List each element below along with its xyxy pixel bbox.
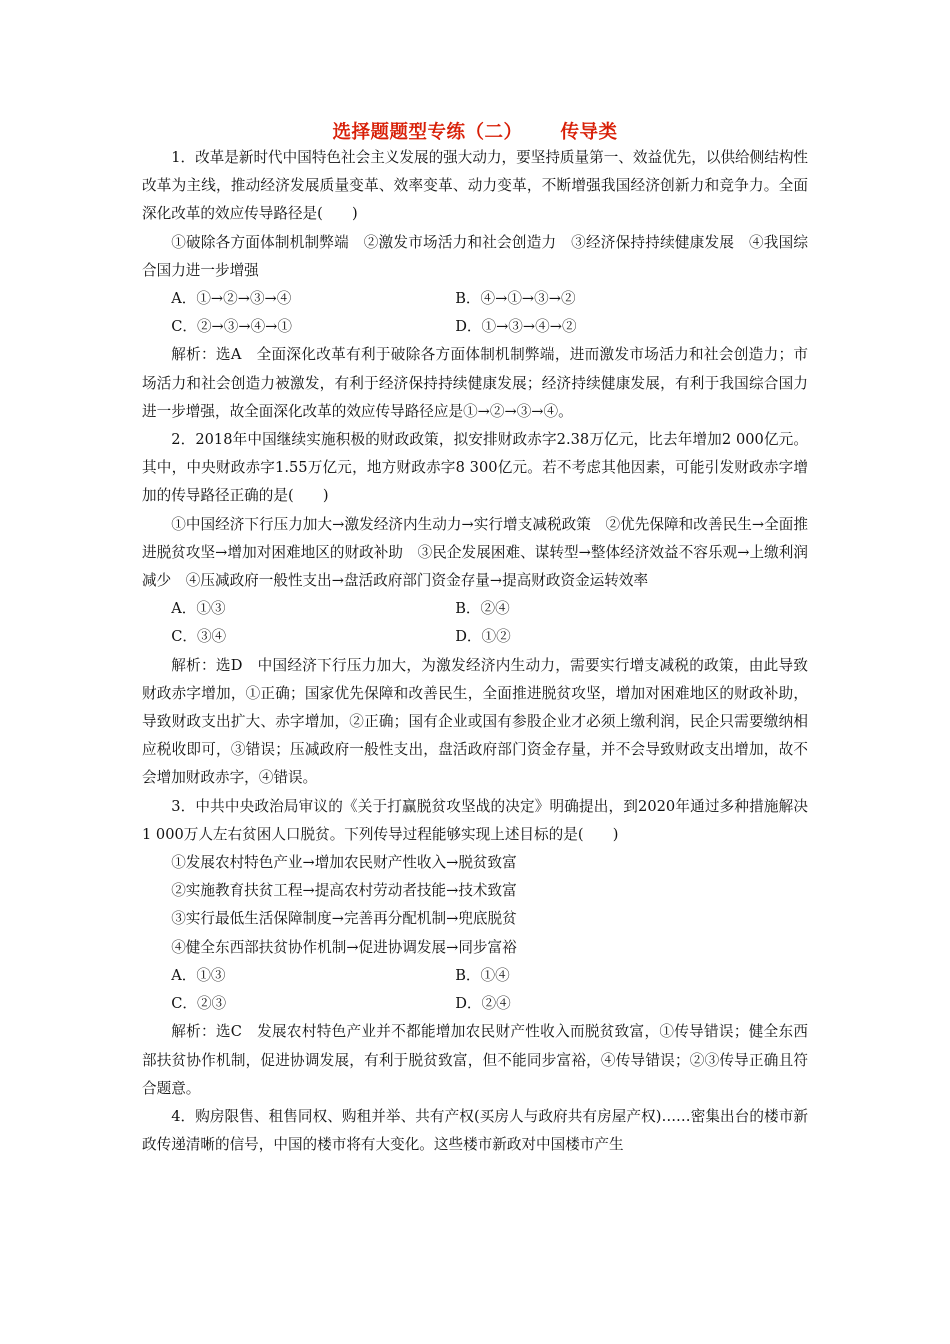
question-1-option-d: D．①→③→④→② [455,318,577,336]
question-3-item-4: ④健全东西部扶贫协作机制→促进协调发展→同步富裕 [171,938,517,956]
question-2-options-row-1 [142,595,808,623]
question-4-stem: 4．购房限售、租售同权、购租并举、共有产权(买房人与政府共有房屋产权)……密集出台的楼市新政传递清晰的信号，中国的楼市将有大变化。这些楼市新政对中国楼市产生 [142,1107,808,1154]
question-1-stem: 1．改革是新时代中国特色社会主义发展的强大动力，要坚持质量第一、效益优先，以供给侧结构性改革为主线，推动经济发展质量变革、效率变革、动力变革，不断增强我国经济创新力和竞争力。全面深化改革的效应传导路径是( ) [142,149,809,223]
question-1-options-row-2 [142,313,808,341]
question-2-items: ①中国经济下行压力加大→激发经济内生动力→实行增支减税政策 ②优先保障和改善民生→全面推进脱贫攻坚→增加对困难地区的财政补助 ③民企发展困难、谋转型→整体经济效益不容乐观→上缴利润减少 ④压减政府一般性支出→盘活政府部门资金存量→提高财政资金运转效率 [142,515,808,590]
question-3-analysis: 解析：选C 发展农村特色产业并不都能增加农民财产性收入而脱贫致富，①传导错误；健全东西部扶贫协作机制，促进协调发展，有利于脱贫致富，但不能同步富裕，④传导错误；②③传导正确且符合题意。 [142,1023,808,1097]
question-3-options-row-1 [142,962,808,990]
question-3-option-d: D．②④ [455,995,511,1013]
question-2-option-c: C．③④ [171,628,227,646]
question-3-option-b: B．①④ [455,966,510,984]
title-sub: 传导类 [560,122,618,143]
page-title [142,120,808,144]
question-3-item-1: ①发展农村特色产业→增加农民财产性收入→脱贫致富 [171,854,517,872]
question-3-option-c: C．②③ [171,995,227,1013]
question-1-option-c: C．②→③→④→① [171,318,293,336]
question-2-options-row-2 [142,623,808,651]
question-1-analysis: 解析：选A 全面深化改革有利于破除各方面体制机制弊端，进而激发市场活力和社会创造力；市场活力和社会创造力被激发，有利于经济保持持续健康发展；经济持续健康发展，有利于我国综合国力进一步增强，故全面深化改革的效应传导路径应是①→②→③→④。 [142,346,808,420]
question-2-analysis: 解析：选D 中国经济下行压力加大，为激发经济内生动力，需要实行增支减税的政策，由此导致财政赤字增加，①正确；国家优先保障和改善民生，全面推进脱贫攻坚，增加对困难地区的财政补助，导致财政支出扩大、赤字增加，②正确；国有企业或国有参股企业才必须上缴利润，民企只需要缴纳相应税收即可，③错误；压减政府一般性支出，盘活政府部门资金存量，并不会导致财政支出增加，故不会增加财政赤字，④错误。 [142,656,808,787]
question-2-option-d: D．①② [455,628,511,646]
question-3-item-2: ②实施教育扶贫工程→提高农村劳动者技能→技术致富 [171,882,517,900]
question-1-options-row-1 [142,285,808,313]
question-3-options-row-2 [142,990,808,1018]
question-1-option-a: A．①→②→③→④ [171,290,292,308]
question-2-option-a: A．①③ [171,600,226,618]
document-page [142,120,808,1159]
question-1-option-b: B．④→①→③→② [455,290,576,308]
question-3-option-a: A．①③ [171,966,226,984]
title-main: 选择题题型专练（二） [332,122,523,143]
question-2-stem: 2．2018年中国继续实施积极的财政政策，拟安排财政赤字2.38万亿元，比去年增加2 000亿元。 其中，中央财政赤字1.55万亿元，地方财政赤字8 300亿元。若不考虑其他因素，可能引发财政赤字增加的传导路径正确的是( ) [142,431,808,505]
question-3-stem: 3．中共中央政治局审议的《关于打赢脱贫攻坚战的决定》明确提出，到2020年通过多种措施解决1 000万人左右贫困人口脱贫。下列传导过程能够实现上述目标的是( ) [142,797,808,843]
question-1-items: ①破除各方面体制机制弊端 ②激发市场活力和社会创造力 ③经济保持持续健康发展 ④我国综合国力进一步增强 [142,233,808,279]
question-2-option-b: B．②④ [455,600,510,618]
question-3-item-3: ③实行最低生活保障制度→完善再分配机制→兜底脱贫 [171,910,517,928]
